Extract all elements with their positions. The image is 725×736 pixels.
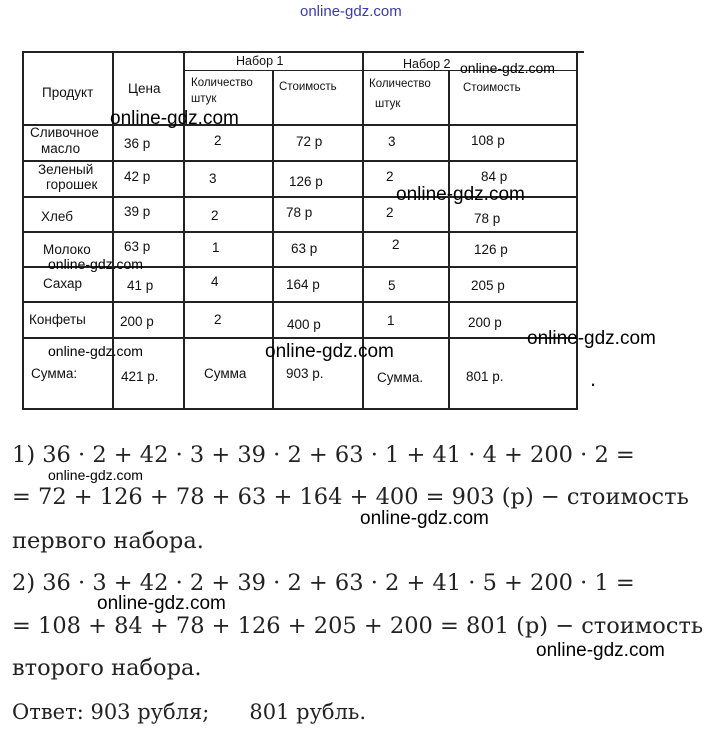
table-border-left bbox=[22, 51, 24, 410]
table-row-line bbox=[22, 301, 578, 303]
header-set1-qty-unit: штук bbox=[191, 93, 217, 105]
solution-line-5: = 108 + 84 + 78 + 126 + 205 + 200 = 801 (р) − стоимость bbox=[12, 613, 704, 639]
table-col-line bbox=[448, 70, 450, 410]
row-cost2: 84 р bbox=[481, 169, 508, 184]
row-cost1: 164 р bbox=[286, 277, 320, 292]
row-cost2: 126 р bbox=[474, 242, 508, 257]
header-set2: Набор 2 bbox=[403, 57, 451, 71]
row-cost1: 78 р bbox=[286, 205, 313, 220]
sum-price: 421 р. bbox=[121, 369, 159, 384]
row-price: 200 р bbox=[120, 314, 154, 329]
watermark: online-gdz.com bbox=[97, 593, 226, 614]
row-name-candy: Конфеты bbox=[29, 312, 86, 327]
solution-line-2: = 72 + 126 + 78 + 63 + 164 + 400 = 903 (р) − стоимость bbox=[12, 484, 689, 510]
watermark: online-gdz.com bbox=[110, 108, 239, 129]
watermark: online-gdz.com bbox=[360, 508, 489, 529]
watermark: online-gdz.com bbox=[48, 467, 143, 483]
row-name-butter-2: масло bbox=[41, 141, 81, 156]
row-cost2: 200 р bbox=[468, 315, 502, 330]
stray-dot: . bbox=[590, 366, 597, 391]
row-price: 42 р bbox=[124, 169, 151, 184]
solution-line-6: второго набора. bbox=[12, 655, 202, 681]
table-border-right bbox=[576, 51, 578, 410]
table-col-line bbox=[183, 51, 185, 410]
answer-line: Ответ: 903 рубля; 801 рубль. bbox=[12, 700, 367, 724]
sum-label-set2: Сумма. bbox=[377, 370, 424, 385]
watermark-top: online-gdz.com bbox=[300, 3, 402, 20]
row-qty1: 2 bbox=[214, 312, 222, 327]
table-row-line bbox=[22, 160, 578, 162]
row-name-milk: Молоко bbox=[43, 242, 91, 257]
watermark: online-gdz.com bbox=[48, 256, 143, 272]
row-price: 36 р bbox=[124, 136, 151, 151]
header-set2-qty: Количество bbox=[369, 78, 431, 90]
row-name-sugar: Сахар bbox=[43, 276, 83, 291]
row-cost2: 205 р bbox=[471, 278, 505, 293]
row-cost1: 63 р bbox=[291, 241, 318, 256]
header-set1: Набор 1 bbox=[236, 54, 284, 68]
sum-cost-set2: 801 р. bbox=[466, 369, 504, 384]
header-set2-cost: Стоимость bbox=[463, 82, 521, 94]
header-price: Цена bbox=[128, 81, 161, 96]
row-qty1: 4 bbox=[211, 274, 219, 289]
row-cost1: 400 р bbox=[287, 317, 321, 332]
solution-line-4: 2) 36 · 3 + 42 · 2 + 39 · 2 + 63 · 2 + 41 · 5 + 200 · 1 = bbox=[12, 570, 635, 596]
watermark: online-gdz.com bbox=[396, 184, 525, 205]
row-cost2: 108 р bbox=[471, 133, 505, 148]
row-qty2: 2 bbox=[392, 237, 400, 252]
table-border-top bbox=[22, 51, 584, 53]
header-product: Продукт bbox=[42, 85, 94, 100]
sum-label: Сумма: bbox=[31, 366, 78, 381]
solution-line-3: первого набора. bbox=[12, 528, 204, 554]
row-qty1: 2 bbox=[211, 208, 219, 223]
row-qty2: 3 bbox=[388, 134, 396, 149]
row-price: 39 р bbox=[124, 204, 151, 219]
sum-cost-set1: 903 р. bbox=[286, 366, 324, 381]
table-row-line bbox=[22, 124, 578, 126]
row-qty2: 5 bbox=[388, 278, 396, 293]
header-set2-qty-unit: штук bbox=[375, 98, 401, 110]
row-cost1: 126 р bbox=[289, 174, 323, 189]
watermark: online-gdz.com bbox=[536, 640, 665, 661]
row-qty1: 2 bbox=[214, 133, 222, 148]
watermark: online-gdz.com bbox=[48, 343, 143, 359]
watermark: online-gdz.com bbox=[527, 328, 656, 349]
row-name-peas: Зеленый bbox=[38, 162, 94, 177]
solution-line-1: 1) 36 · 2 + 42 · 3 + 39 · 2 + 63 · 1 + 41 · 4 + 200 · 2 = bbox=[12, 442, 635, 468]
row-name-bread: Хлеб bbox=[41, 209, 73, 224]
table-border-bottom bbox=[22, 408, 578, 410]
row-name-peas-2: горошек bbox=[46, 177, 98, 192]
row-qty1: 1 bbox=[212, 240, 220, 255]
row-price: 41 р bbox=[127, 278, 154, 293]
table-row-line bbox=[22, 231, 578, 233]
row-qty1: 3 bbox=[209, 171, 217, 186]
watermark: online-gdz.com bbox=[265, 341, 394, 362]
row-qty2: 2 bbox=[386, 169, 394, 184]
row-qty2: 2 bbox=[386, 205, 394, 220]
row-cost2: 78 р bbox=[474, 211, 501, 226]
sum-label-set1: Сумма bbox=[204, 366, 247, 381]
header-set1-cost: Стоимость bbox=[279, 81, 337, 93]
row-price: 63 р bbox=[124, 239, 151, 254]
table-row-line bbox=[22, 337, 578, 339]
header-set1-qty: Количество bbox=[191, 77, 253, 89]
row-cost1: 72 р bbox=[296, 134, 323, 149]
row-qty2: 1 bbox=[387, 313, 395, 328]
row-name-butter: Сливочное bbox=[30, 125, 99, 140]
watermark: online-gdz.com bbox=[460, 60, 555, 76]
